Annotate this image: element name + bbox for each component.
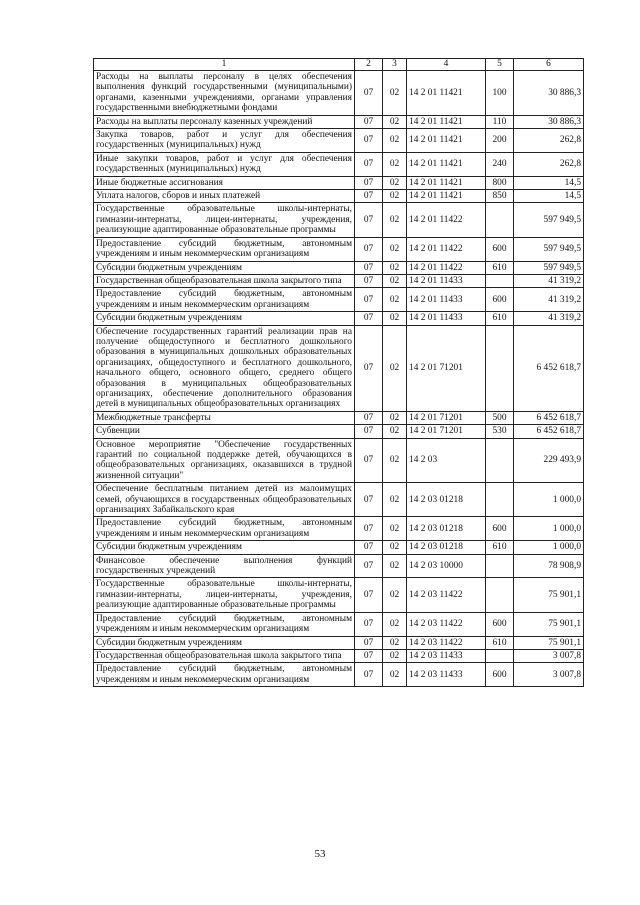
- row-section: 07: [355, 274, 383, 287]
- row-target-code: 14 2 03 11422: [407, 612, 486, 636]
- header-col-1: 1: [94, 59, 355, 71]
- row-section: 07: [355, 411, 383, 424]
- row-expense-type: [486, 203, 514, 237]
- table-row: [94, 274, 584, 287]
- row-target-code: 14 2 01 11421: [407, 190, 486, 203]
- table-row: [94, 152, 584, 176]
- table-row: [94, 312, 584, 325]
- row-expense-type: 600: [486, 288, 514, 312]
- row-subsection: 02: [383, 554, 407, 578]
- row-amount: 75 901,1: [514, 578, 584, 612]
- table-row: [94, 288, 584, 312]
- row-description: Государственная общеобразовательная школа закрытого типа: [94, 649, 355, 662]
- row-target-code: 14 2 01 71201: [407, 411, 486, 424]
- row-amount: 6 452 618,7: [514, 411, 584, 424]
- row-target-code: 14 2 01 11421: [407, 152, 486, 176]
- row-target-code: 14 2 03 11422: [407, 578, 486, 612]
- row-target-code: 14 2 01 71201: [407, 425, 486, 438]
- row-section: 07: [355, 288, 383, 312]
- row-description: Иные бюджетные ассигнования: [94, 176, 355, 189]
- table-row: [94, 554, 584, 578]
- row-description: Субсидии бюджетным учреждениям: [94, 261, 355, 274]
- row-expense-type: [486, 554, 514, 578]
- row-subsection: 02: [383, 438, 407, 483]
- row-subsection: 02: [383, 636, 407, 649]
- header-col-3: 3: [383, 59, 407, 71]
- table-row: [94, 190, 584, 203]
- row-description: Государственная общеобразовательная школа закрытого типа: [94, 274, 355, 287]
- row-subsection: 02: [383, 649, 407, 662]
- row-section: 07: [355, 203, 383, 237]
- row-subsection: 02: [383, 411, 407, 424]
- row-expense-type: 240: [486, 152, 514, 176]
- row-amount: 3 007,8: [514, 663, 584, 687]
- header-col-2: 2: [355, 59, 383, 71]
- row-subsection: 02: [383, 541, 407, 554]
- row-subsection: 02: [383, 152, 407, 176]
- row-subsection: 02: [383, 325, 407, 411]
- row-description: Предоставление субсидий бюджетным, автономным учреждениям и иным некоммерческим организациям: [94, 663, 355, 687]
- table-row: [94, 176, 584, 189]
- row-subsection: 02: [383, 288, 407, 312]
- row-amount: 262,8: [514, 152, 584, 176]
- row-description: Государственные образовательные школы-интернаты, гимназии-интернаты, лицеи-интернаты, учреждения, реализующие адаптированные образовательные программы: [94, 578, 355, 612]
- row-expense-type: 610: [486, 636, 514, 649]
- row-subsection: 02: [383, 612, 407, 636]
- table-row: [94, 438, 584, 483]
- row-subsection: 02: [383, 274, 407, 287]
- table-row: [94, 483, 584, 517]
- row-target-code: 14 2 03 01218: [407, 517, 486, 541]
- row-description: Предоставление субсидий бюджетным, автономным учреждениям и иным некоммерческим организациям: [94, 517, 355, 541]
- table-row: [94, 612, 584, 636]
- row-expense-type: [486, 649, 514, 662]
- row-section: 07: [355, 129, 383, 153]
- row-amount: 597 949,5: [514, 237, 584, 261]
- row-target-code: 14 2 01 11433: [407, 288, 486, 312]
- row-target-code: 14 2 01 11422: [407, 261, 486, 274]
- table-row: [94, 261, 584, 274]
- row-description: Межбюджетные трансферты: [94, 411, 355, 424]
- table-row: [94, 636, 584, 649]
- table-row: [94, 237, 584, 261]
- row-target-code: 14 2 03 10000: [407, 554, 486, 578]
- row-section: 07: [355, 176, 383, 189]
- row-target-code: 14 2 03 11433: [407, 663, 486, 687]
- table-row: [94, 325, 584, 411]
- row-amount: 30 886,3: [514, 71, 584, 116]
- row-amount: 6 452 618,7: [514, 325, 584, 411]
- row-amount: 75 901,1: [514, 612, 584, 636]
- table-header-row: [94, 59, 584, 71]
- row-expense-type: [486, 438, 514, 483]
- row-section: 07: [355, 237, 383, 261]
- row-expense-type: 610: [486, 312, 514, 325]
- row-target-code: 14 2 01 71201: [407, 325, 486, 411]
- row-section: 07: [355, 115, 383, 128]
- row-amount: 1 000,0: [514, 541, 584, 554]
- page-number: 53: [314, 848, 326, 860]
- row-expense-type: 500: [486, 411, 514, 424]
- table-row: [94, 71, 584, 116]
- row-amount: 597 949,5: [514, 203, 584, 237]
- row-target-code: 14 2 01 11422: [407, 203, 486, 237]
- row-target-code: 14 2 01 11421: [407, 176, 486, 189]
- row-amount: 262,8: [514, 129, 584, 153]
- header-col-6: 6: [514, 59, 584, 71]
- row-subsection: 02: [383, 483, 407, 517]
- row-target-code: 14 2 03 01218: [407, 483, 486, 517]
- row-description: Предоставление субсидий бюджетным, автономным учреждениям и иным некоммерческим организациям: [94, 612, 355, 636]
- row-description: Предоставление субсидий бюджетным, автономным учреждениям и иным некоммерческим организациям: [94, 288, 355, 312]
- row-amount: 30 886,3: [514, 115, 584, 128]
- row-target-code: 14 2 03: [407, 438, 486, 483]
- table-row: [94, 663, 584, 687]
- row-section: 07: [355, 312, 383, 325]
- row-description: Субвенции: [94, 425, 355, 438]
- row-expense-type: [486, 325, 514, 411]
- row-description: Предоставление субсидий бюджетным, автономным учреждениям и иным некоммерческим организациям: [94, 237, 355, 261]
- row-amount: 41 319,2: [514, 288, 584, 312]
- row-section: 07: [355, 636, 383, 649]
- row-description: Субсидии бюджетным учреждениям: [94, 541, 355, 554]
- table-row: [94, 425, 584, 438]
- row-amount: 229 493,9: [514, 438, 584, 483]
- row-target-code: 14 2 01 11421: [407, 129, 486, 153]
- row-description: Основное мероприятие "Обеспечение государственных гарантий по социальной поддержке детей, обучающихся в общеобразовательных организациях, оказавшихся в трудной жизненной ситуации": [94, 438, 355, 483]
- row-section: 07: [355, 425, 383, 438]
- row-section: 07: [355, 190, 383, 203]
- row-subsection: 02: [383, 203, 407, 237]
- row-amount: 14,5: [514, 190, 584, 203]
- row-description: Обеспечение бесплатным питанием детей из малоимущих семей, обучающихся в государственных общеобразовательных организациях Забайкальского края: [94, 483, 355, 517]
- row-section: 07: [355, 325, 383, 411]
- row-subsection: 02: [383, 578, 407, 612]
- row-expense-type: 610: [486, 261, 514, 274]
- table-row: [94, 203, 584, 237]
- row-expense-type: 600: [486, 663, 514, 687]
- row-description: Финансовое обеспечение выполнения функций государственных учреждений: [94, 554, 355, 578]
- row-section: 07: [355, 554, 383, 578]
- row-target-code: 14 2 01 11433: [407, 312, 486, 325]
- row-description: Расходы на выплаты персоналу в целях обеспечения выполнения функций государственными (муниципальными) органами, казенными учреждениями, органами управления государственными внебюджетными фондами: [94, 71, 355, 116]
- row-section: 07: [355, 71, 383, 116]
- row-expense-type: 600: [486, 612, 514, 636]
- row-amount: 597 949,5: [514, 261, 584, 274]
- row-amount: 3 007,8: [514, 649, 584, 662]
- table-row: [94, 517, 584, 541]
- row-target-code: 14 2 01 11433: [407, 274, 486, 287]
- table-body: [94, 71, 584, 687]
- row-description: Расходы на выплаты персоналу казенных учреждений: [94, 115, 355, 128]
- table-row: [94, 649, 584, 662]
- row-expense-type: 530: [486, 425, 514, 438]
- row-subsection: 02: [383, 129, 407, 153]
- row-expense-type: [486, 274, 514, 287]
- row-amount: 41 319,2: [514, 312, 584, 325]
- row-description: Закупка товаров, работ и услуг для обеспечения государственных (муниципальных) нужд: [94, 129, 355, 153]
- row-section: 07: [355, 517, 383, 541]
- row-expense-type: [486, 578, 514, 612]
- budget-table-sheet: [93, 58, 583, 687]
- row-target-code: 14 2 01 11421: [407, 115, 486, 128]
- row-section: 07: [355, 483, 383, 517]
- table-row: [94, 541, 584, 554]
- row-subsection: 02: [383, 71, 407, 116]
- row-section: 07: [355, 261, 383, 274]
- row-amount: 78 908,9: [514, 554, 584, 578]
- row-target-code: 14 2 01 11422: [407, 237, 486, 261]
- row-expense-type: 600: [486, 517, 514, 541]
- table-row: [94, 129, 584, 153]
- row-amount: 1 000,0: [514, 483, 584, 517]
- row-description: Субсидии бюджетным учреждениям: [94, 636, 355, 649]
- table-row: [94, 578, 584, 612]
- budget-table: [93, 58, 584, 687]
- row-amount: 1 000,0: [514, 517, 584, 541]
- row-subsection: 02: [383, 517, 407, 541]
- row-subsection: 02: [383, 190, 407, 203]
- row-expense-type: [486, 483, 514, 517]
- row-target-code: 14 2 03 01218: [407, 541, 486, 554]
- row-amount: 6 452 618,7: [514, 425, 584, 438]
- row-expense-type: 800: [486, 176, 514, 189]
- header-col-4: 4: [407, 59, 486, 71]
- row-subsection: 02: [383, 425, 407, 438]
- row-target-code: 14 2 03 11433: [407, 649, 486, 662]
- row-subsection: 02: [383, 663, 407, 687]
- row-expense-type: 850: [486, 190, 514, 203]
- row-amount: 41 319,2: [514, 274, 584, 287]
- row-section: 07: [355, 649, 383, 662]
- table-row: [94, 115, 584, 128]
- row-target-code: 14 2 03 11422: [407, 636, 486, 649]
- row-expense-type: 100: [486, 71, 514, 116]
- row-expense-type: 610: [486, 541, 514, 554]
- row-description: Иные закупки товаров, работ и услуг для обеспечения государственных (муниципальных) нужд: [94, 152, 355, 176]
- row-expense-type: 110: [486, 115, 514, 128]
- row-subsection: 02: [383, 115, 407, 128]
- row-expense-type: 200: [486, 129, 514, 153]
- row-amount: 75 901,1: [514, 636, 584, 649]
- header-col-5: 5: [486, 59, 514, 71]
- row-subsection: 02: [383, 237, 407, 261]
- row-subsection: 02: [383, 176, 407, 189]
- row-description: Уплата налогов, сборов и иных платежей: [94, 190, 355, 203]
- row-amount: 14,5: [514, 176, 584, 189]
- row-target-code: 14 2 01 11421: [407, 71, 486, 116]
- row-section: 07: [355, 438, 383, 483]
- table-row: [94, 411, 584, 424]
- row-section: 07: [355, 612, 383, 636]
- row-section: 07: [355, 578, 383, 612]
- row-section: 07: [355, 152, 383, 176]
- row-section: 07: [355, 541, 383, 554]
- row-subsection: 02: [383, 261, 407, 274]
- row-expense-type: 600: [486, 237, 514, 261]
- row-description: Государственные образовательные школы-интернаты, гимназии-интернаты, лицеи-интернаты, учреждения, реализующие адаптированные образовательные программы: [94, 203, 355, 237]
- row-section: 07: [355, 663, 383, 687]
- row-subsection: 02: [383, 312, 407, 325]
- row-description: Субсидии бюджетным учреждениям: [94, 312, 355, 325]
- row-description: Обеспечение государственных гарантий реализации прав на получение общедоступного и бесплатного дошкольного образования в муниципальных дошкольных образовательных организациях, общедоступного и бесплатного дошкольного, начального общего, основного общего, среднего общего образования в муниципальных общеобразовательных организациях, обеспечение дополнительного образования детей в муниципальных общеобразовательных организациях: [94, 325, 355, 411]
